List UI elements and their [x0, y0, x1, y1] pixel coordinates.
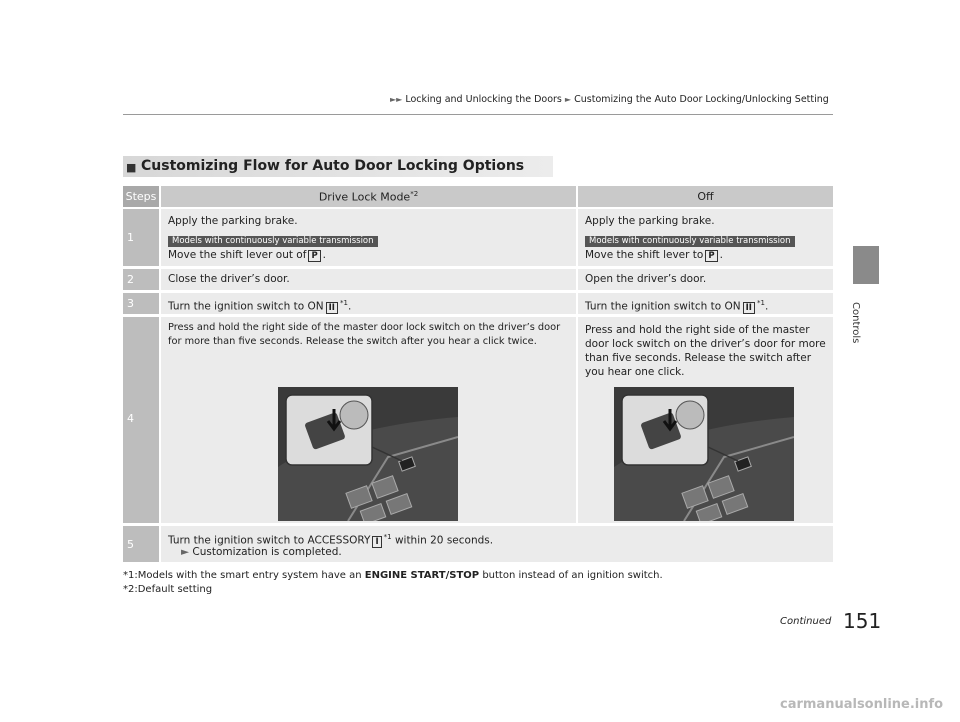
table-row	[123, 317, 833, 523]
table-row	[123, 269, 833, 290]
footnote-text: button instead of an ignition switch.	[482, 570, 663, 581]
row2-left	[161, 269, 576, 290]
footnote-bold: ENGINE START/STOP	[364, 570, 480, 581]
gear-p-key: P	[705, 250, 717, 262]
footnote-2: *2:Default setting	[123, 584, 213, 595]
transmission-badge: Models with continuously variable transmission	[585, 236, 795, 247]
line-text: Customization is completed.	[192, 546, 342, 558]
row5-text-cell	[161, 526, 833, 562]
ignition-on-key: II	[326, 302, 338, 314]
row2-left-text: Close the driver’s door.	[168, 273, 290, 285]
continued-label: Continued	[780, 616, 832, 627]
table-row	[123, 526, 833, 562]
footnote-1	[123, 570, 663, 581]
header-rule	[123, 114, 833, 115]
row1-right-line1: Apply the parking brake.	[585, 215, 715, 227]
door-switch-illustration	[614, 387, 794, 521]
line-text: Turn the ignition switch to ON	[168, 300, 324, 313]
square-bullet-icon: ■	[126, 161, 137, 174]
result-arrow-icon: ►	[181, 546, 190, 558]
side-tab-marker	[853, 246, 879, 284]
header-steps: Steps	[123, 186, 159, 207]
door-switch-illustration	[278, 387, 458, 521]
breadcrumb	[390, 94, 829, 105]
watermark: carmanualsonline.info	[780, 697, 944, 712]
header-sup: *2	[410, 190, 419, 198]
header-drive-lock-mode-text: Drive Lock Mode	[318, 190, 411, 204]
footnote-ref: *1	[756, 299, 765, 307]
step-cell	[123, 209, 159, 266]
step-cell	[123, 293, 159, 314]
table-row	[123, 293, 833, 314]
row4-right-text: Press and hold the right side of the master door lock switch on the driver’s door for more than five seconds. Release the switch after you hear one click.	[585, 324, 826, 378]
transmission-badge: Models with continuously variable transmission	[168, 236, 378, 247]
line-text: Turn the ignition switch to ACCESSORY	[168, 534, 371, 547]
row1-left	[161, 209, 576, 266]
section-title	[123, 156, 553, 177]
gear-p-key: P	[308, 250, 320, 262]
line-text: .	[764, 300, 769, 313]
step-number: 2	[127, 273, 134, 286]
row4-left-text: Press and hold the right side of the master door lock switch on the driver’s door for more than five seconds. Release the switch after you hear a click twice.	[168, 322, 561, 347]
line-text: .	[719, 249, 723, 261]
page-number: 151	[843, 609, 882, 633]
row2-right-text: Open the driver’s door.	[585, 273, 707, 285]
footnote-text: *1:Models with the smart entry system have an	[123, 570, 362, 581]
step-number: 3	[127, 297, 134, 310]
row1-right-line2	[585, 248, 723, 262]
row4-left	[161, 317, 576, 523]
table-row	[123, 209, 833, 266]
step-cell	[123, 269, 159, 290]
row3-left	[161, 293, 576, 314]
breadcrumb-current: Customizing the Auto Door Locking/Unlocking Setting	[574, 94, 829, 105]
footnote-ref: *1	[383, 533, 392, 541]
header-off: Off	[578, 186, 833, 207]
header-drive-lock-mode	[161, 186, 576, 207]
section-title-text: Customizing Flow for Auto Door Locking Options	[141, 158, 525, 174]
ignition-accessory-key: I	[372, 536, 381, 548]
line-text: .	[322, 249, 327, 261]
table-header	[123, 186, 833, 207]
row1-right	[578, 209, 833, 266]
double-arrow-icon: ►►	[390, 95, 403, 104]
row1-left-line2	[168, 248, 326, 262]
breadcrumb-parent: Locking and Unlocking the Doors	[405, 94, 562, 105]
line-text: Move the shift lever to	[585, 249, 704, 261]
step-number: 4	[127, 412, 134, 425]
row3-right	[578, 293, 833, 314]
line-text: Turn the ignition switch to ON	[585, 300, 741, 313]
step-number: 1	[127, 231, 134, 244]
step-cell	[123, 526, 159, 562]
row2-right	[578, 269, 833, 290]
side-tab-label: Controls	[850, 302, 861, 344]
step-number: 5	[127, 538, 134, 551]
footnote-ref: *1	[339, 299, 348, 307]
row4-right	[578, 317, 833, 523]
line-text: Move the shift lever out of	[168, 249, 307, 261]
line-text: .	[347, 300, 352, 313]
row1-left-line1: Apply the parking brake.	[168, 215, 298, 227]
ignition-on-key: II	[743, 302, 755, 314]
row3-left-text	[168, 296, 351, 314]
arrow-icon: ►	[564, 95, 572, 104]
step-cell	[123, 317, 159, 523]
row3-right-text	[585, 296, 768, 314]
line-text: within 20 seconds.	[394, 534, 494, 547]
row5-line2	[181, 545, 342, 559]
